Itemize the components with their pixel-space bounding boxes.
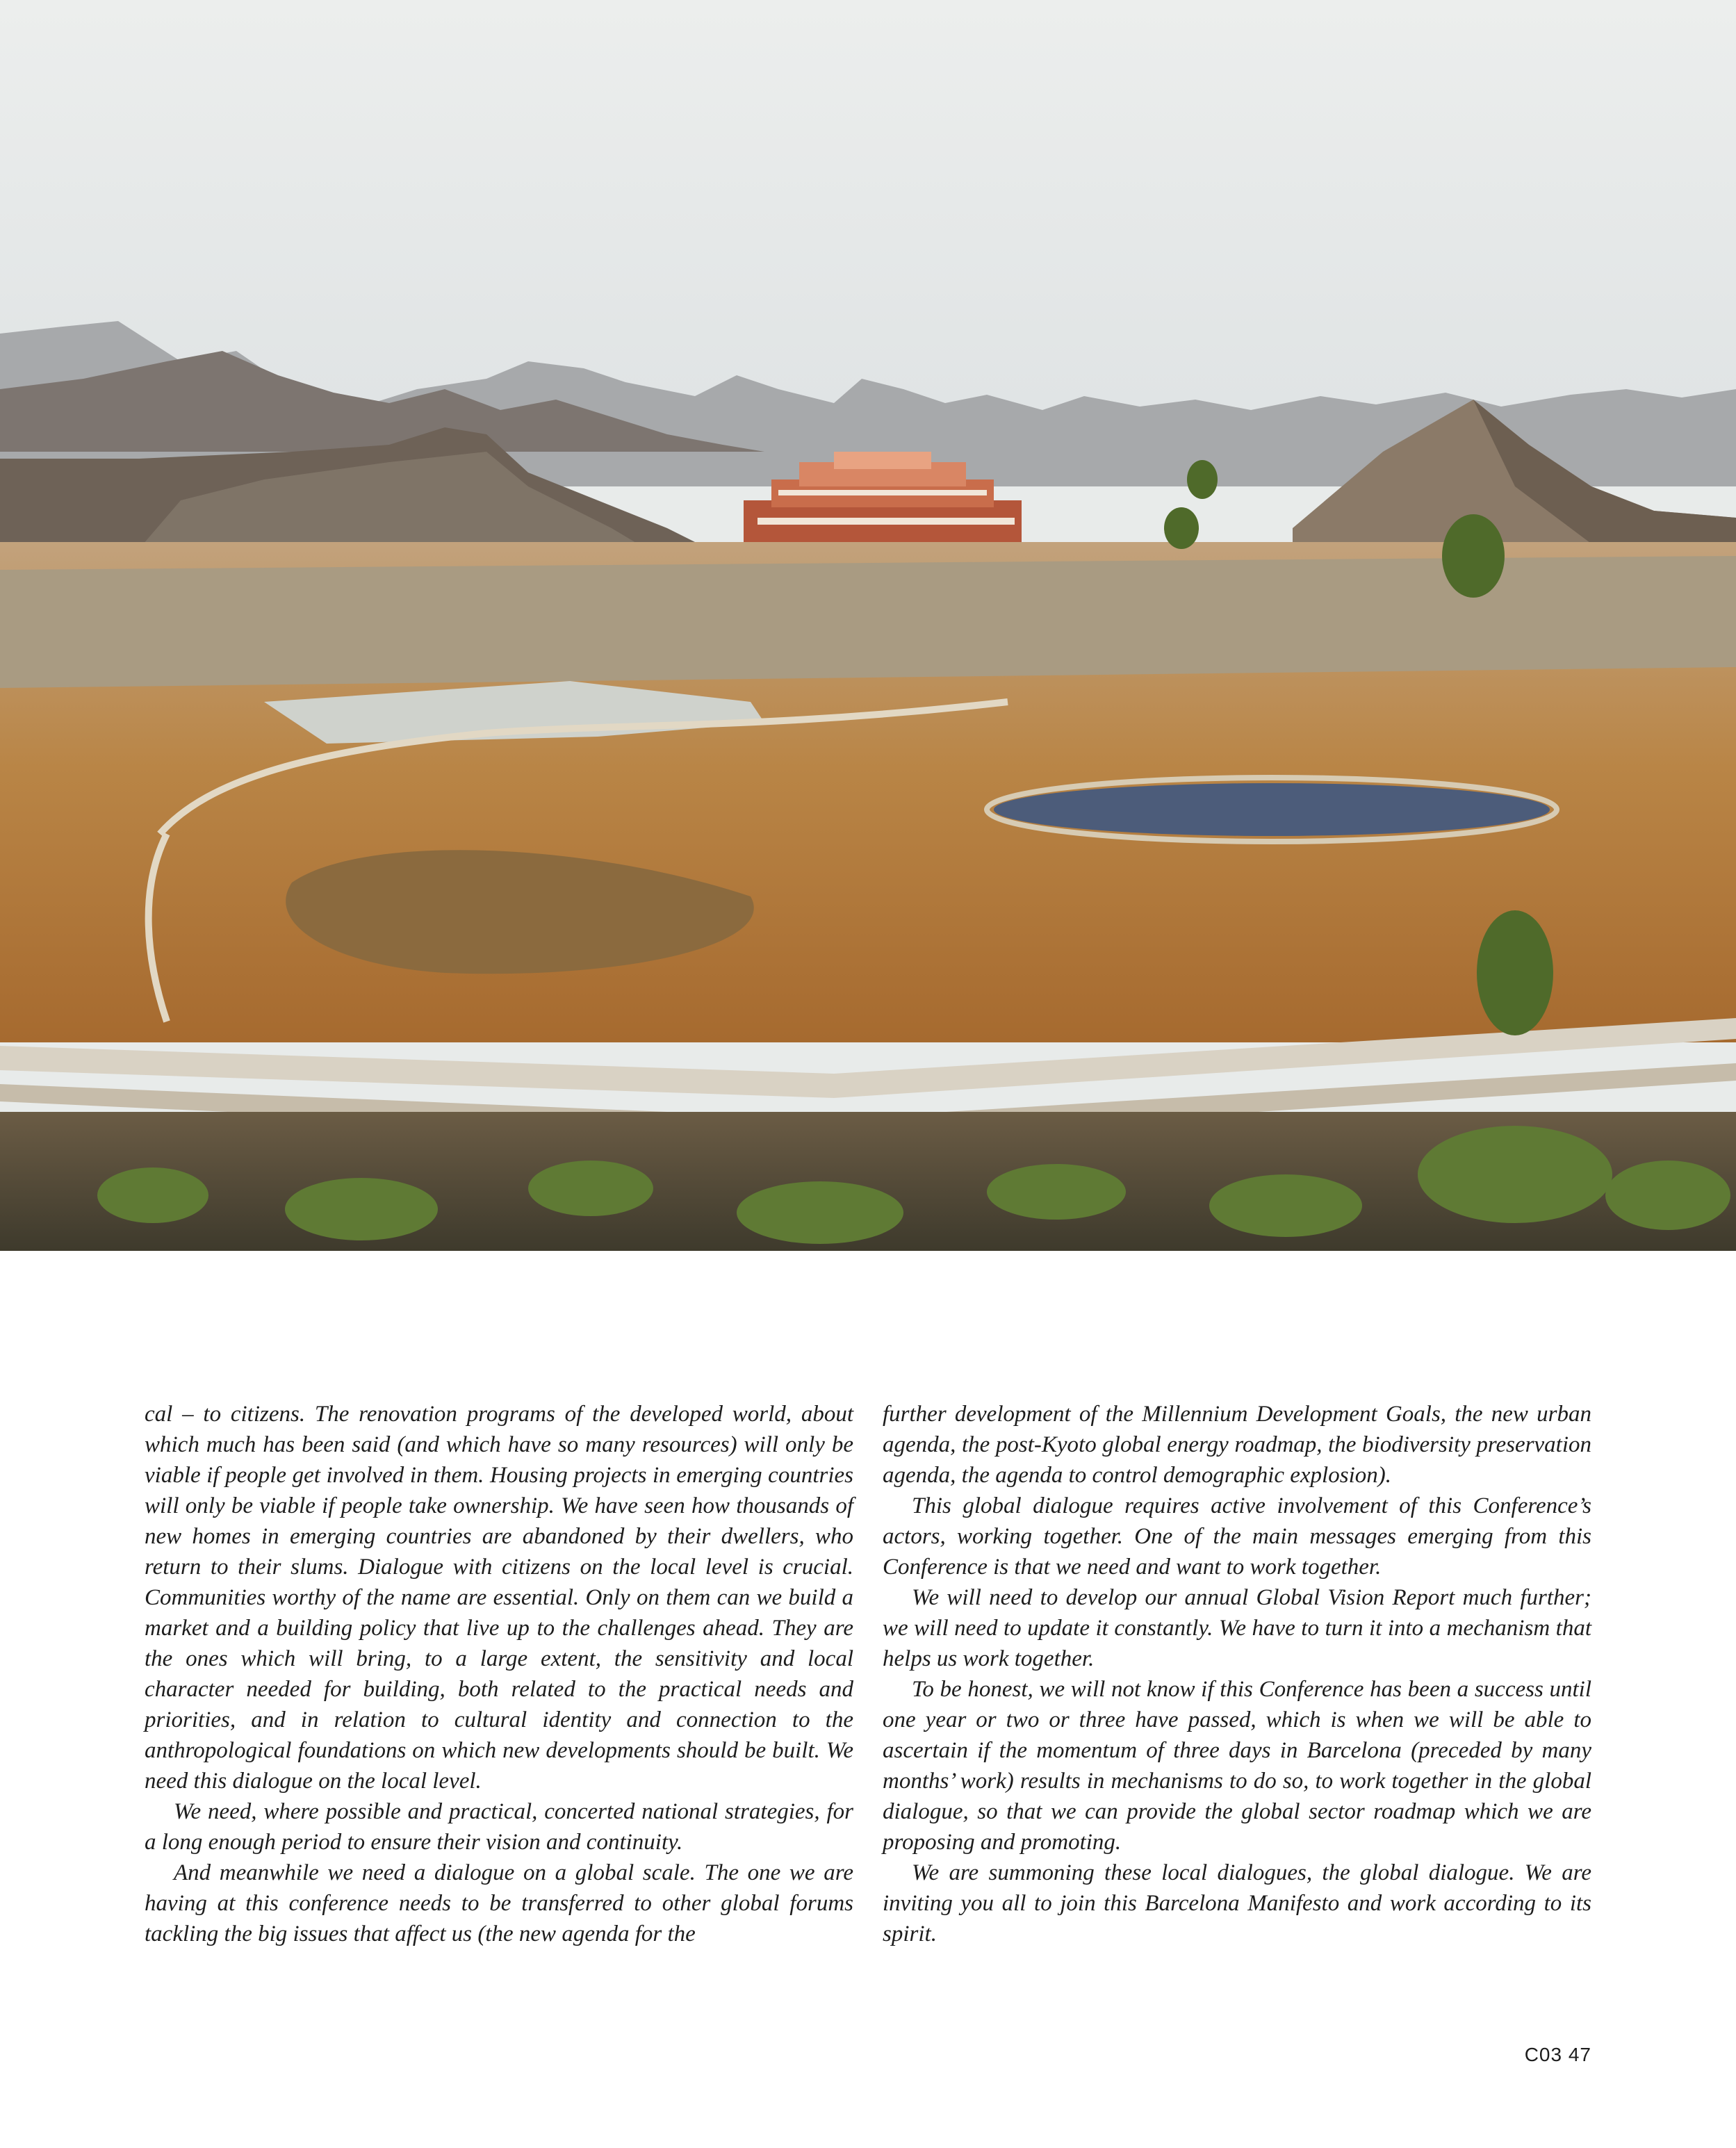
paragraph: cal – to citizens. The renovation programs of the developed world, about which much has been said (and which have so many resources) will only be viable if people get involved in them. Housing projects in emerging countries will only be viable if people take ownership. We have seen how thousands of new homes in emerging countries are abandoned by their dwellers, who return to their slums. Dialogue with citizens on the local level is crucial. Communities worthy of the name are essential. Only on them can we build a market and a building policy that live up to the challenges ahead. They are the ones which will bring, to a large extent, the sensitivity and local character needed for building, both related to the practical needs and priorities, and in relation to cultural identity and connection to the anthropological foundations on which new developments should be built. We need this dialogue on the local level. [145,1402,853,1794]
left-column [145,1399,853,1949]
pond [994,783,1550,836]
paragraph: further development of the Millennium Development Goals, the new urban agenda, the post-Kyoto global energy roadmap, the biodiversity preservation agenda, the agenda to control demographic explosion). [883,1402,1591,1488]
paragraph: We will need to develop our annual Global Vision Report much further; we will need to update it constantly. We have to turn it into a mechanism that helps us work together. [883,1585,1591,1671]
right-column [883,1399,1591,1949]
paragraph: This global dialogue requires active involvement of this Conference’s actors, working together. One of the main messages emerging from this Conference is that we need and want to work together. [883,1493,1591,1580]
page-number: C03 47 [1524,2044,1591,2065]
paragraph: To be honest, we will not know if this Conference has been a success until one year or two or three have passed, which is when we will be able to ascertain if the momentum of three days in Barcelona (preceded by many months’ work) results in mechanisms to do so, to work together in the global dialogue, so that we can provide the global sector roadmap which we are proposing and promoting. [883,1677,1591,1855]
paragraph: We need, where possible and practical, concerted national strategies, for a long enough period to ensure their vision and continuity. [145,1799,853,1855]
article-body [145,1399,1591,1955]
paragraph: And meanwhile we need a dialogue on a global scale. The one we are having at this conference needs to be transferred to other global forums tackling the big issues that affect us (the new agenda for the [145,1860,853,1946]
paragraph: We are summoning these local dialogues, the global dialogue. We are inviting you all to join this Barcelona Manifesto and work according to its spirit. [883,1860,1591,1946]
